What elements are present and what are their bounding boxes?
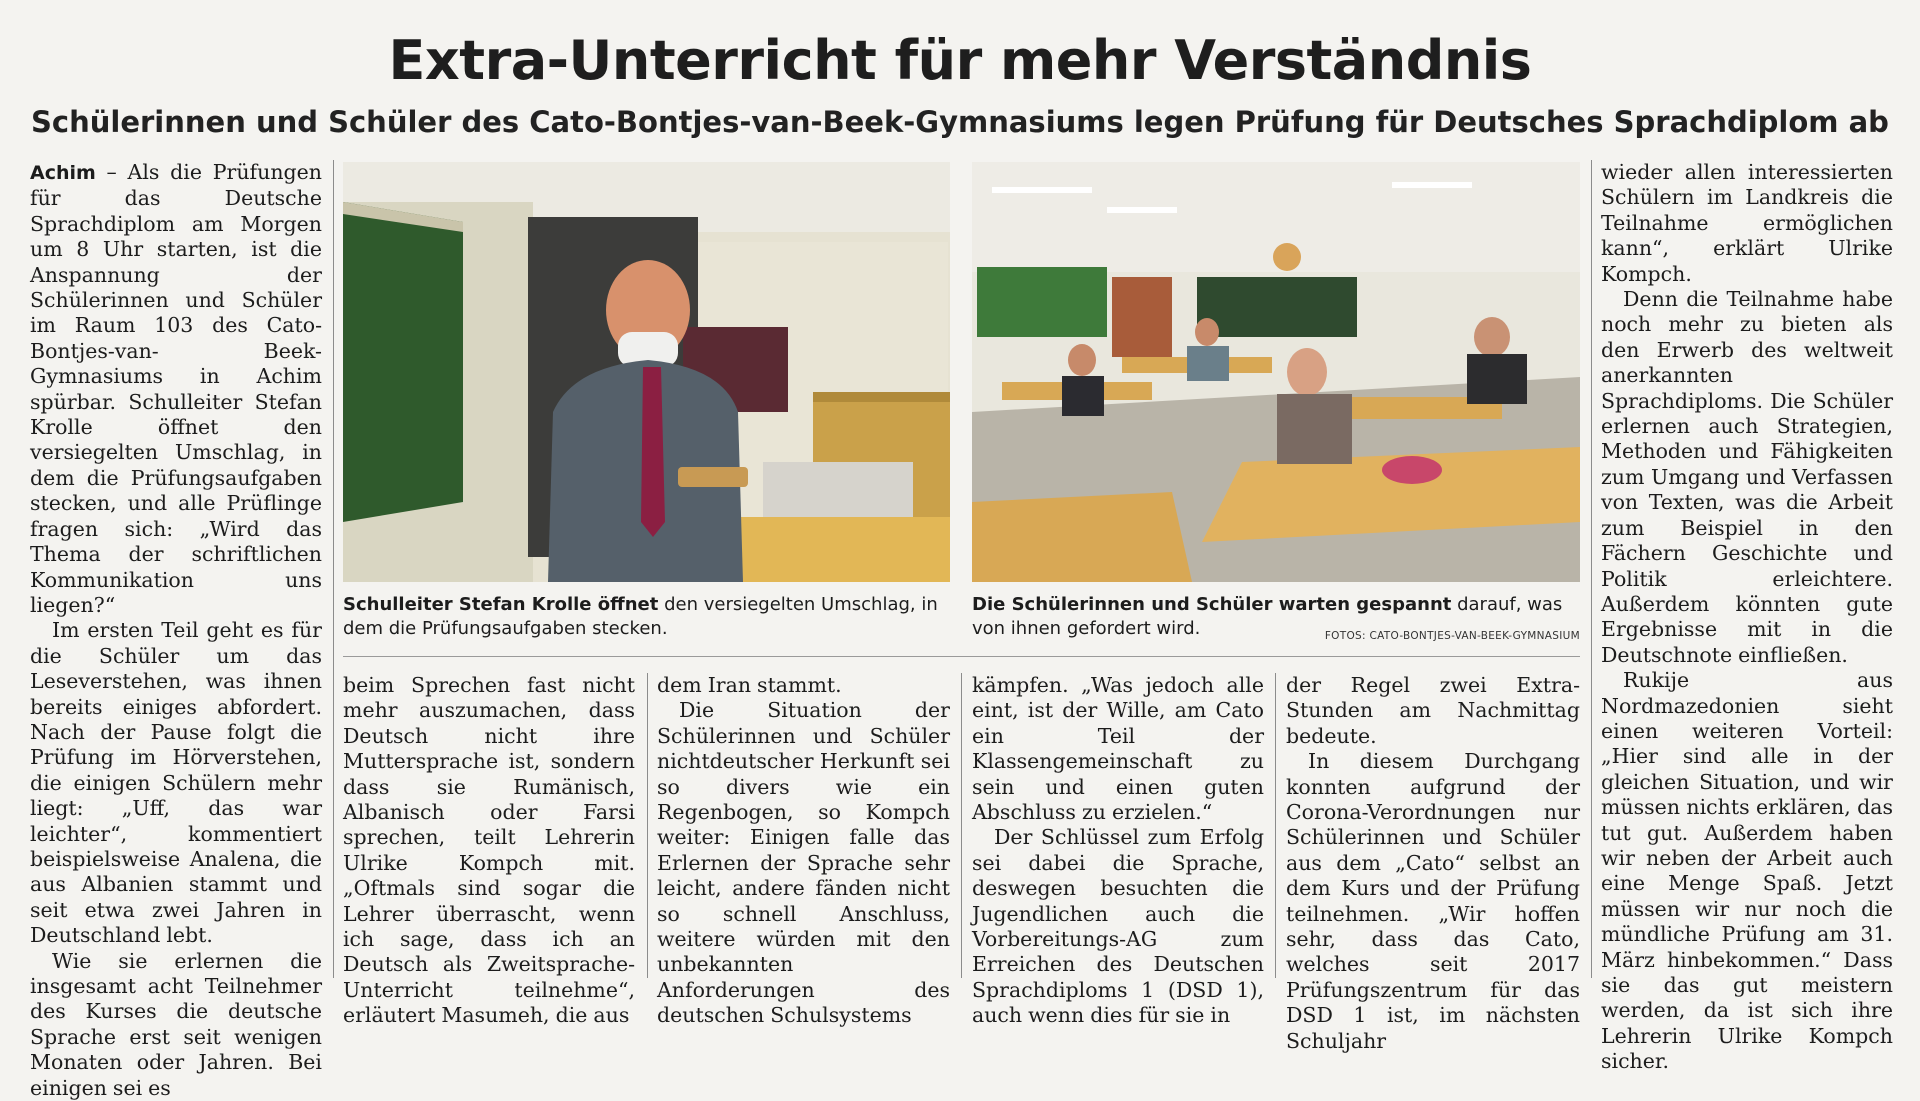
column-rule [1591, 160, 1592, 978]
paragraph: Wie sie erlernen die insgesamt acht Teilnehmer des Kurses die deutsche Sprache erst seit wenigen Monaten oder Jahren. Bei einigen sei es [30, 948, 322, 1100]
column-rule [1275, 673, 1276, 978]
caption-bold: Die Schülerinnen und Schüler warten gespannt [972, 594, 1452, 615]
paragraph: beim Sprechen fast nicht mehr auszumachen, dass Deutsch nicht ihre Muttersprache ist, sondern dass sie Rumänisch, Albanisch oder Farsi sprechen, teilt Lehrerin Ulrike Kompch mit. „Oftmals sind sogar die Lehrer überrascht, wenn ich sage, dass ich an Deutsch als Zweitsprache-Unterricht teilnehme“, erläutert Masumeh, die aus [343, 673, 635, 1028]
photo-headmaster [343, 162, 950, 582]
paragraph: In diesem Durchgang konnten aufgrund der Corona-Verordnungen nur Schülerinnen und Schüler aus dem „Cato“ selbst an dem Kurs und der Prüfung teilnehmen. „Wir hoffen sehr, dass das Cato, welches seit 2017 Prüfungszentrum für das DSD 1 ist, im nächsten Schuljahr [1286, 749, 1580, 1053]
paragraph: der Regel zwei Extra-Stunden am Nachmittag bedeute. [1286, 673, 1580, 748]
paragraph: Im ersten Teil geht es für die Schüler um das Leseverstehen, was ihnen bereits einiges abfordert. Nach der Pause folgt die Prüfung im Hörverstehen, die einigen Schülern mehr liegt: „Uff, das war leichter“, kommentiert beispielsweise Analena, die aus Albanien stammt und seit etwa zwei Jahren in Deutschland lebt. [30, 618, 322, 948]
article-subheadline: Schülerinnen und Schüler des Cato-Bontjes-van-Beek-Gymnasiums legen Prüfung für Deutsches Sprachdiplom ab [31, 105, 1889, 139]
article-column-4 [972, 673, 1264, 1028]
paragraph: Denn die Teilnahme habe noch mehr zu bieten als den Erwerb des weltweit anerkannten Sprachdiploms. Die Schüler erlernen auch Strategien, Methoden und Fähigkeiten zum Umgang und Verfassen von Texten, was die Arbeit zum Beispiel in den Fächern Geschichte und Politik erleichtere. Außerdem könnten gute Ergebnisse mit in die Deutschnote einfließen. [1601, 287, 1893, 667]
article-column-2 [343, 673, 635, 1028]
paragraph: Die Situation der Schülerinnen und Schüler nichtdeutscher Herkunft sei so divers wie ein Regenbogen, so Kompch weiter: Einigen falle das Erlernen der Sprache sehr leicht, andere fänden nicht so schnell Anschluss, weitere würden mit den unbekannten Anforderungen des deutschen Schulsystems [657, 698, 950, 1028]
paragraph-text: – Als die Prüfungen für das Deutsche Sprachdiplom am Morgen um 8 Uhr starten, ist die Anspannung der Schülerinnen und Schüler im Raum 103 des Cato-Bontjes-van- Beek-Gymnasiums in Achim spürbar. Schulleiter Stefan Krolle öffnet den versiegelten Umschlag, in dem die Prüfungsaufgaben stecken, und alle Prüflinge fragen sich: „Wird das Thema der schriftlichen Kommunikation uns liegen?“ [30, 160, 322, 617]
column-rule [647, 673, 648, 978]
caption-bold: Schulleiter Stefan Krolle öffnet [343, 594, 659, 615]
article-column-1 [30, 160, 322, 1100]
photo-credit: FOTOS: CATO-BONTJES-VAN-BEEK-GYMNASIUM [1324, 630, 1580, 642]
column-rule [961, 673, 962, 978]
paragraph [30, 160, 322, 618]
photo-headmaster-caption [343, 593, 953, 641]
paragraph: kämpfen. „Was jedoch alle eint, ist der Wille, am Cato ein Teil der Klassengemeinschaft zu sein und einen guten Abschluss zu erzielen.“ [972, 673, 1264, 825]
paragraph: wieder allen interessierten Schülern im Landkreis die Teilnahme ermöglichen kann“, erklärt Ulrike Kompch. [1601, 160, 1893, 286]
photo-block-rule [343, 656, 1580, 657]
dateline: Achim [30, 162, 96, 184]
paragraph: Rukije aus Nordmazedonien sieht einen weiteren Vorteil: „Hier sind alle in der gleichen Situation, und wir müssen nichts erklären, das tut gut. Außerdem haben wir neben der Arbeit auch eine Menge Spaß. Jetzt müssen wir nur noch die mündliche Prüfung am 31. März hinbekommen.“ Dass sie das gut meistern werden, da ist sich ihre Lehrerin Ulrike Kompch sicher. [1601, 668, 1893, 1074]
paragraph: dem Iran stammt. [657, 673, 842, 697]
caption-text: den versiegelten Umschlag, in dem die Prüfungsaufgaben stecken. [343, 594, 938, 639]
photo-classroom-image [972, 162, 1580, 582]
photo-classroom [972, 162, 1580, 582]
caption-text: darauf, was von ihnen gefordert wird. [972, 594, 1563, 639]
article-column-3 [657, 673, 950, 1028]
article-column-5 [1286, 673, 1580, 1053]
article-column-6 [1601, 160, 1893, 1074]
article-headline: Extra-Unterricht für mehr Verständnis [388, 29, 1532, 92]
paragraph: Der Schlüssel zum Erfolg sei dabei die Sprache, deswegen besuchten die Jugendlichen auch die Vorbereitungs-AG zum Erreichen des Deutschen Sprachdiploms 1 (DSD 1), auch wenn dies für sie in [972, 825, 1264, 1028]
column-rule [333, 160, 334, 978]
photo-headmaster-image [343, 162, 950, 582]
